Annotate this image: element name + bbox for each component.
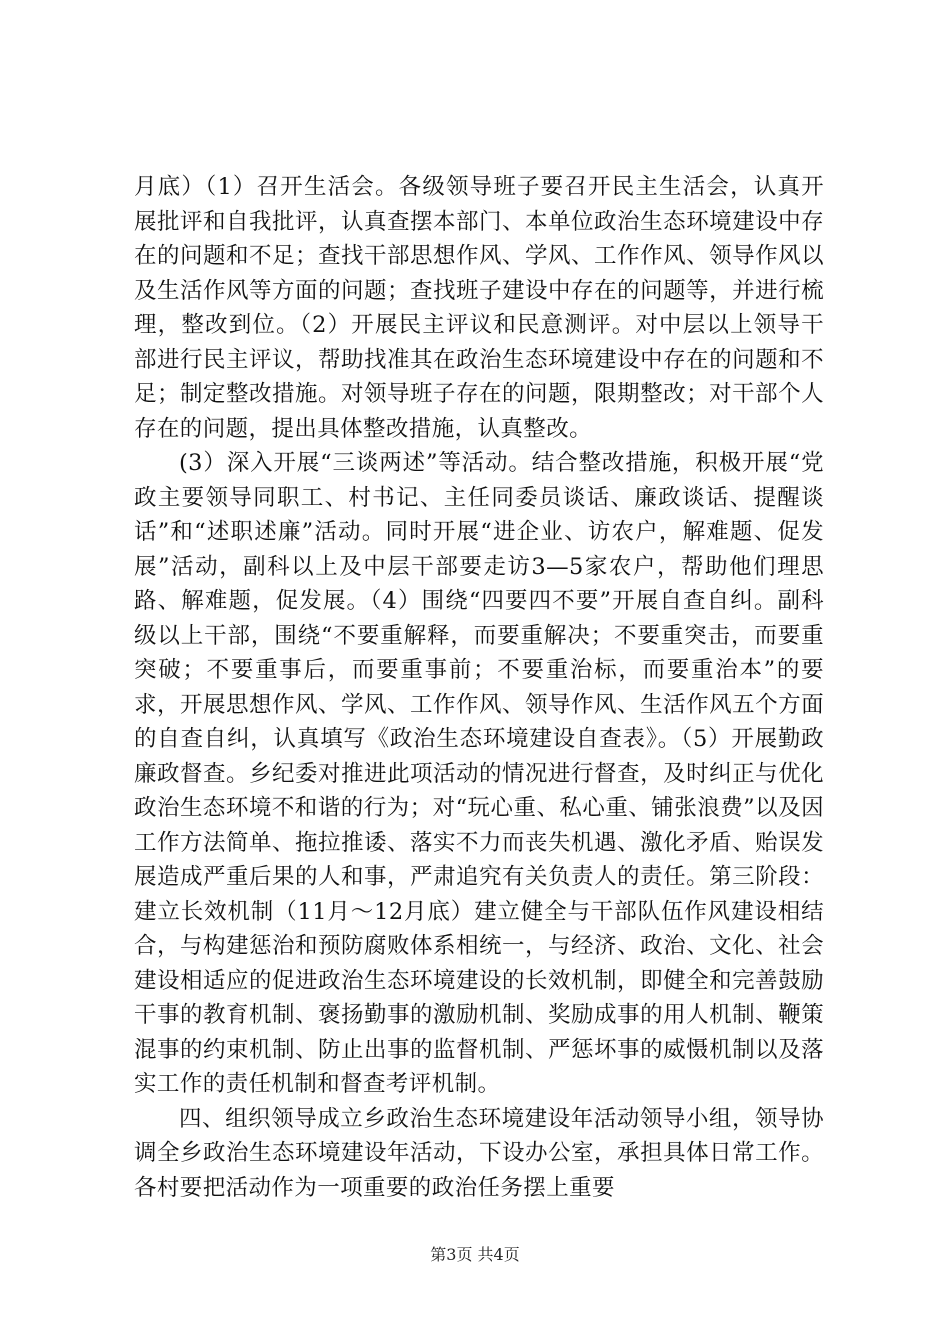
- paragraph-3: 四、组织领导成立乡政治生态环境建设年活动领导小组，领导协调全乡政治生态环境建设年活动，下设办公室，承担具体日常工作。各村要把活动作为一项重要的政治任务摆上重要: [134, 1105, 824, 1201]
- document-body: [134, 170, 824, 1205]
- paragraph-2: (3）深入开展“三谈两述”等活动。结合整改措施，积极开展“党政主要领导同职工、村书记、主任同委员谈话、廉政谈话、提醒谈话”和“述职述廉”活动。同时开展“进企业、访农户，解难题、促发展”活动，副科以上及中层干部要走访3—5家农户，帮助他们理思路、解难题，促发展。（4）围绕“四要四不要”开展自查自纠。副科级以上干部，围绕“不要重解释，而要重解决；不要重突击，而要重突破；不要重事后，而要重事前；不要重治标，而要重治本”的要求，开展思想作风、学风、工作作风、领导作风、生活作风五个方面的自查自纠，认真填写《政治生态环境建设自查表》。（5）开展勤政廉政督查。乡纪委对推进此项活动的情况进行督查，及时纠正与优化政治生态环境不和谐的行为；对“玩心重、私心重、铺张浪费”以及因工作方法简单、拖拉推诿、落实不力而丧失机遇、激化矛盾、贻误发展造成严重后果的人和事，严肃追究有关负责人的责任。第三阶段：建立长效机制（11月～12月底）建立健全与干部队伍作风建设相结合，与构建惩治和预防腐败体系相统一，与经济、政治、文化、社会建设相适应的促进政治生态环境建设的长效机制，即健全和完善鼓励干事的教育机制、褒扬勤事的激励机制、奖励成事的用人机制、鞭策混事的约束机制、防止出事的监督机制、严惩坏事的威慑机制以及落实工作的责任机制和督查考评机制。: [134, 450, 824, 1097]
- paragraph-1: 月底）（1）召开生活会。各级领导班子要召开民主生活会，认真开展批评和自我批评，认真查摆本部门、本单位政治生态环境建设中存在的问题和不足；查找干部思想作风、学风、工作作风、领导作风以及生活作风等方面的问题；查找班子建设中存在的问题等，并进行梳理，整改到位。（2）开展民主评议和民意测评。对中层以上领导干部进行民主评议，帮助找准其在政治生态环境建设中存在的问题和不足；制定整改措施。对领导班子存在的问题，限期整改；对干部个人存在的问题，提出具体整改措施，认真整改。: [134, 174, 824, 442]
- page-number-label: 第3页 共4页: [430, 1245, 520, 1264]
- page-footer: [0, 1245, 950, 1265]
